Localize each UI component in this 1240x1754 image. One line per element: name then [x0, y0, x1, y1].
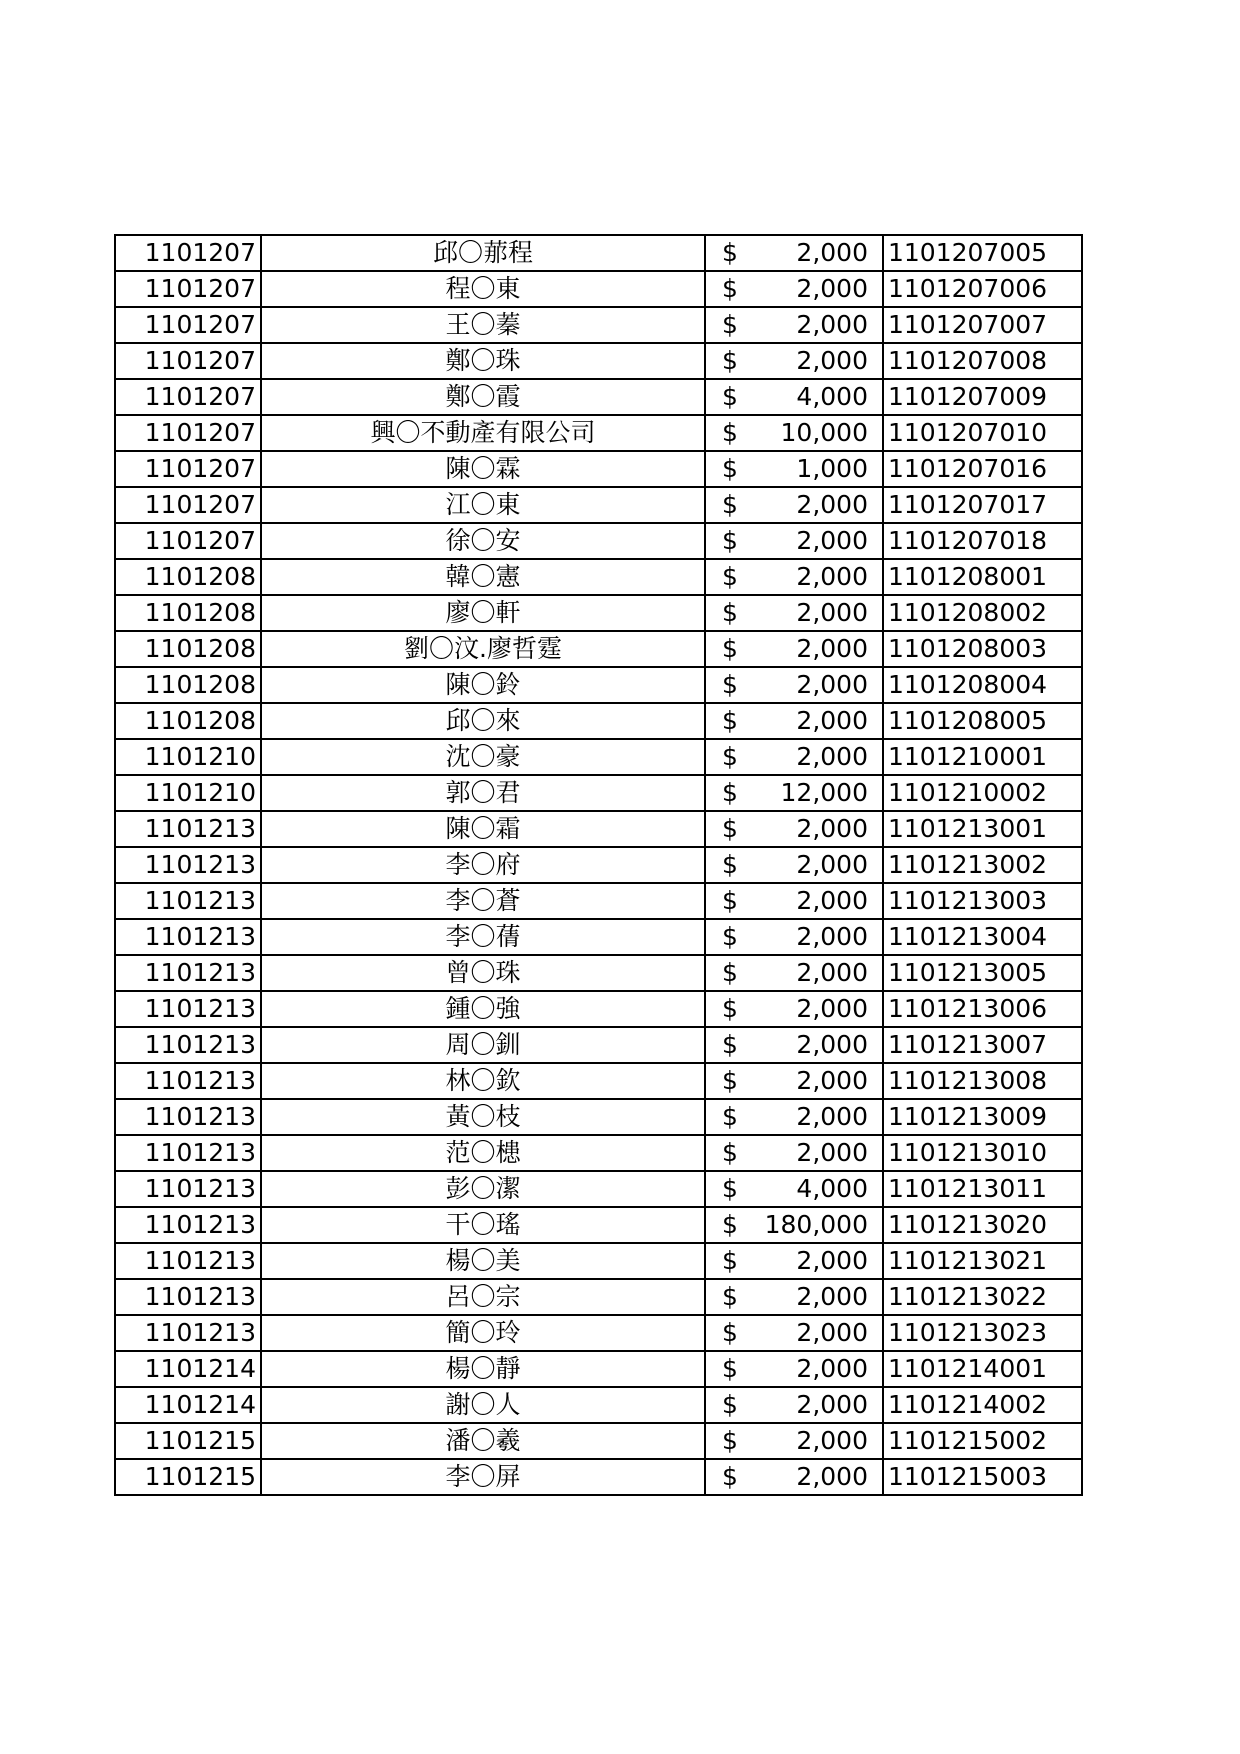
donor-name-cell: 林〇欽 [261, 1063, 705, 1099]
receipt-number-cell: 1101207017 [883, 487, 1082, 523]
currency-symbol-cell: $ [705, 1351, 733, 1387]
receipt-number-cell: 1101207009 [883, 379, 1082, 415]
date-cell: 1101213 [115, 1171, 261, 1207]
currency-symbol-cell: $ [705, 991, 733, 1027]
date-cell: 1101207 [115, 451, 261, 487]
amount-cell: 2,000 [733, 919, 883, 955]
amount-cell: 2,000 [733, 307, 883, 343]
date-cell: 1101208 [115, 559, 261, 595]
date-cell: 1101213 [115, 883, 261, 919]
table-row [115, 1459, 1082, 1495]
donor-name-cell: 陳〇霜 [261, 811, 705, 847]
donor-name-cell: 周〇釧 [261, 1027, 705, 1063]
table-row [115, 775, 1082, 811]
table-row [115, 415, 1082, 451]
receipt-number-cell: 1101213002 [883, 847, 1082, 883]
currency-symbol-cell: $ [705, 235, 733, 271]
donor-name-cell: 徐〇安 [261, 523, 705, 559]
date-cell: 1101213 [115, 1207, 261, 1243]
table-row [115, 1099, 1082, 1135]
currency-symbol-cell: $ [705, 1423, 733, 1459]
currency-symbol-cell: $ [705, 559, 733, 595]
currency-symbol-cell: $ [705, 775, 733, 811]
donor-name-cell: 黃〇枝 [261, 1099, 705, 1135]
receipt-number-cell: 1101215002 [883, 1423, 1082, 1459]
receipt-number-cell: 1101213003 [883, 883, 1082, 919]
table-row [115, 1243, 1082, 1279]
table-row [115, 235, 1082, 271]
receipt-number-cell: 1101207005 [883, 235, 1082, 271]
table-row [115, 1207, 1082, 1243]
table-row [115, 379, 1082, 415]
receipt-number-cell: 1101213007 [883, 1027, 1082, 1063]
amount-cell: 2,000 [733, 667, 883, 703]
amount-cell: 2,000 [733, 1099, 883, 1135]
donor-name-cell: 楊〇靜 [261, 1351, 705, 1387]
table-row [115, 1315, 1082, 1351]
table-row [115, 631, 1082, 667]
amount-cell: 2,000 [733, 1027, 883, 1063]
date-cell: 1101213 [115, 1099, 261, 1135]
amount-cell: 2,000 [733, 883, 883, 919]
currency-symbol-cell: $ [705, 1171, 733, 1207]
date-cell: 1101213 [115, 811, 261, 847]
date-cell: 1101208 [115, 667, 261, 703]
date-cell: 1101207 [115, 415, 261, 451]
amount-cell: 4,000 [733, 379, 883, 415]
receipt-number-cell: 1101213009 [883, 1099, 1082, 1135]
date-cell: 1101208 [115, 703, 261, 739]
receipt-number-cell: 1101213005 [883, 955, 1082, 991]
currency-symbol-cell: $ [705, 1459, 733, 1495]
table-row [115, 271, 1082, 307]
date-cell: 1101210 [115, 775, 261, 811]
receipt-number-cell: 1101213008 [883, 1063, 1082, 1099]
receipt-number-cell: 1101207006 [883, 271, 1082, 307]
date-cell: 1101208 [115, 631, 261, 667]
table-row [115, 595, 1082, 631]
receipt-number-cell: 1101207007 [883, 307, 1082, 343]
date-cell: 1101213 [115, 955, 261, 991]
amount-cell: 2,000 [733, 811, 883, 847]
donation-table [114, 234, 1083, 1496]
date-cell: 1101207 [115, 235, 261, 271]
table-row [115, 811, 1082, 847]
date-cell: 1101214 [115, 1351, 261, 1387]
date-cell: 1101213 [115, 1279, 261, 1315]
currency-symbol-cell: $ [705, 631, 733, 667]
amount-cell: 2,000 [733, 487, 883, 523]
date-cell: 1101213 [115, 1243, 261, 1279]
donor-name-cell: 程〇東 [261, 271, 705, 307]
donor-name-cell: 李〇蒼 [261, 883, 705, 919]
donor-name-cell: 曾〇珠 [261, 955, 705, 991]
table-row [115, 451, 1082, 487]
receipt-number-cell: 1101208001 [883, 559, 1082, 595]
donor-name-cell: 邱〇來 [261, 703, 705, 739]
currency-symbol-cell: $ [705, 1315, 733, 1351]
currency-symbol-cell: $ [705, 703, 733, 739]
table-row [115, 1423, 1082, 1459]
receipt-number-cell: 1101208002 [883, 595, 1082, 631]
donor-name-cell: 興〇不動產有限公司 [261, 415, 705, 451]
table-row [115, 739, 1082, 775]
currency-symbol-cell: $ [705, 595, 733, 631]
date-cell: 1101214 [115, 1387, 261, 1423]
currency-symbol-cell: $ [705, 1207, 733, 1243]
currency-symbol-cell: $ [705, 487, 733, 523]
table-row [115, 883, 1082, 919]
amount-cell: 2,000 [733, 847, 883, 883]
currency-symbol-cell: $ [705, 739, 733, 775]
table-row [115, 559, 1082, 595]
receipt-number-cell: 1101207018 [883, 523, 1082, 559]
donor-name-cell: 鄭〇珠 [261, 343, 705, 379]
table-row [115, 1027, 1082, 1063]
amount-cell: 12,000 [733, 775, 883, 811]
currency-symbol-cell: $ [705, 847, 733, 883]
date-cell: 1101207 [115, 523, 261, 559]
currency-symbol-cell: $ [705, 1099, 733, 1135]
donor-name-cell: 范〇槵 [261, 1135, 705, 1171]
amount-cell: 2,000 [733, 1243, 883, 1279]
receipt-number-cell: 1101213004 [883, 919, 1082, 955]
amount-cell: 2,000 [733, 1387, 883, 1423]
amount-cell: 2,000 [733, 1135, 883, 1171]
currency-symbol-cell: $ [705, 343, 733, 379]
receipt-number-cell: 1101210001 [883, 739, 1082, 775]
currency-symbol-cell: $ [705, 1135, 733, 1171]
currency-symbol-cell: $ [705, 379, 733, 415]
date-cell: 1101208 [115, 595, 261, 631]
amount-cell: 2,000 [733, 523, 883, 559]
donor-name-cell: 楊〇美 [261, 1243, 705, 1279]
donor-name-cell: 潘〇羲 [261, 1423, 705, 1459]
date-cell: 1101215 [115, 1423, 261, 1459]
date-cell: 1101213 [115, 919, 261, 955]
currency-symbol-cell: $ [705, 523, 733, 559]
table-row [115, 1279, 1082, 1315]
currency-symbol-cell: $ [705, 919, 733, 955]
date-cell: 1101207 [115, 379, 261, 415]
date-cell: 1101213 [115, 991, 261, 1027]
amount-cell: 2,000 [733, 1315, 883, 1351]
receipt-number-cell: 1101208004 [883, 667, 1082, 703]
amount-cell: 2,000 [733, 1459, 883, 1495]
table-row [115, 1063, 1082, 1099]
donor-name-cell: 陳〇霖 [261, 451, 705, 487]
donor-name-cell: 李〇府 [261, 847, 705, 883]
amount-cell: 2,000 [733, 1423, 883, 1459]
donor-name-cell: 謝〇人 [261, 1387, 705, 1423]
amount-cell: 2,000 [733, 271, 883, 307]
donor-name-cell: 李〇屏 [261, 1459, 705, 1495]
amount-cell: 180,000 [733, 1207, 883, 1243]
receipt-number-cell: 1101210002 [883, 775, 1082, 811]
receipt-number-cell: 1101215003 [883, 1459, 1082, 1495]
donor-name-cell: 江〇東 [261, 487, 705, 523]
donor-name-cell: 王〇蓁 [261, 307, 705, 343]
receipt-number-cell: 1101213021 [883, 1243, 1082, 1279]
donor-name-cell: 李〇蒨 [261, 919, 705, 955]
currency-symbol-cell: $ [705, 1279, 733, 1315]
donor-name-cell: 鍾〇強 [261, 991, 705, 1027]
receipt-number-cell: 1101207008 [883, 343, 1082, 379]
currency-symbol-cell: $ [705, 307, 733, 343]
receipt-number-cell: 1101213001 [883, 811, 1082, 847]
amount-cell: 4,000 [733, 1171, 883, 1207]
donor-name-cell: 沈〇豪 [261, 739, 705, 775]
table-row [115, 487, 1082, 523]
receipt-number-cell: 1101208005 [883, 703, 1082, 739]
table-row [115, 523, 1082, 559]
donation-table-body [115, 235, 1082, 1495]
donor-name-cell: 簡〇玲 [261, 1315, 705, 1351]
amount-cell: 2,000 [733, 991, 883, 1027]
amount-cell: 2,000 [733, 631, 883, 667]
table-row [115, 1171, 1082, 1207]
currency-symbol-cell: $ [705, 271, 733, 307]
currency-symbol-cell: $ [705, 1027, 733, 1063]
date-cell: 1101213 [115, 847, 261, 883]
donor-name-cell: 陳〇鈴 [261, 667, 705, 703]
currency-symbol-cell: $ [705, 451, 733, 487]
donor-name-cell: 廖〇軒 [261, 595, 705, 631]
currency-symbol-cell: $ [705, 1063, 733, 1099]
date-cell: 1101207 [115, 307, 261, 343]
donor-name-cell: 干〇瑤 [261, 1207, 705, 1243]
table-row [115, 667, 1082, 703]
amount-cell: 2,000 [733, 343, 883, 379]
table-row [115, 307, 1082, 343]
date-cell: 1101207 [115, 271, 261, 307]
amount-cell: 2,000 [733, 703, 883, 739]
table-row [115, 847, 1082, 883]
receipt-number-cell: 1101213020 [883, 1207, 1082, 1243]
currency-symbol-cell: $ [705, 811, 733, 847]
amount-cell: 2,000 [733, 595, 883, 631]
receipt-number-cell: 1101208003 [883, 631, 1082, 667]
date-cell: 1101213 [115, 1315, 261, 1351]
currency-symbol-cell: $ [705, 883, 733, 919]
receipt-number-cell: 1101214002 [883, 1387, 1082, 1423]
date-cell: 1101215 [115, 1459, 261, 1495]
receipt-number-cell: 1101213022 [883, 1279, 1082, 1315]
amount-cell: 2,000 [733, 559, 883, 595]
table-row [115, 1135, 1082, 1171]
currency-symbol-cell: $ [705, 955, 733, 991]
currency-symbol-cell: $ [705, 667, 733, 703]
table-row [115, 919, 1082, 955]
currency-symbol-cell: $ [705, 1387, 733, 1423]
amount-cell: 2,000 [733, 235, 883, 271]
table-row [115, 1387, 1082, 1423]
receipt-number-cell: 1101207016 [883, 451, 1082, 487]
date-cell: 1101210 [115, 739, 261, 775]
receipt-number-cell: 1101213023 [883, 1315, 1082, 1351]
receipt-number-cell: 1101207010 [883, 415, 1082, 451]
table-row [115, 703, 1082, 739]
donor-name-cell: 鄭〇霞 [261, 379, 705, 415]
amount-cell: 2,000 [733, 1279, 883, 1315]
amount-cell: 2,000 [733, 1063, 883, 1099]
date-cell: 1101207 [115, 487, 261, 523]
donor-name-cell: 邱〇𦰡程 [261, 235, 705, 271]
currency-symbol-cell: $ [705, 415, 733, 451]
table-row [115, 1351, 1082, 1387]
donor-name-cell: 彭〇潔 [261, 1171, 705, 1207]
donor-name-cell: 劉〇汶.廖哲霆 [261, 631, 705, 667]
amount-cell: 2,000 [733, 1351, 883, 1387]
table-row [115, 955, 1082, 991]
date-cell: 1101213 [115, 1063, 261, 1099]
currency-symbol-cell: $ [705, 1243, 733, 1279]
donor-name-cell: 呂〇宗 [261, 1279, 705, 1315]
receipt-number-cell: 1101214001 [883, 1351, 1082, 1387]
receipt-number-cell: 1101213011 [883, 1171, 1082, 1207]
amount-cell: 1,000 [733, 451, 883, 487]
donor-name-cell: 郭〇君 [261, 775, 705, 811]
donor-name-cell: 韓〇憲 [261, 559, 705, 595]
date-cell: 1101213 [115, 1027, 261, 1063]
amount-cell: 2,000 [733, 955, 883, 991]
receipt-number-cell: 1101213010 [883, 1135, 1082, 1171]
date-cell: 1101213 [115, 1135, 261, 1171]
table-row [115, 343, 1082, 379]
date-cell: 1101207 [115, 343, 261, 379]
amount-cell: 10,000 [733, 415, 883, 451]
amount-cell: 2,000 [733, 739, 883, 775]
receipt-number-cell: 1101213006 [883, 991, 1082, 1027]
table-row [115, 991, 1082, 1027]
